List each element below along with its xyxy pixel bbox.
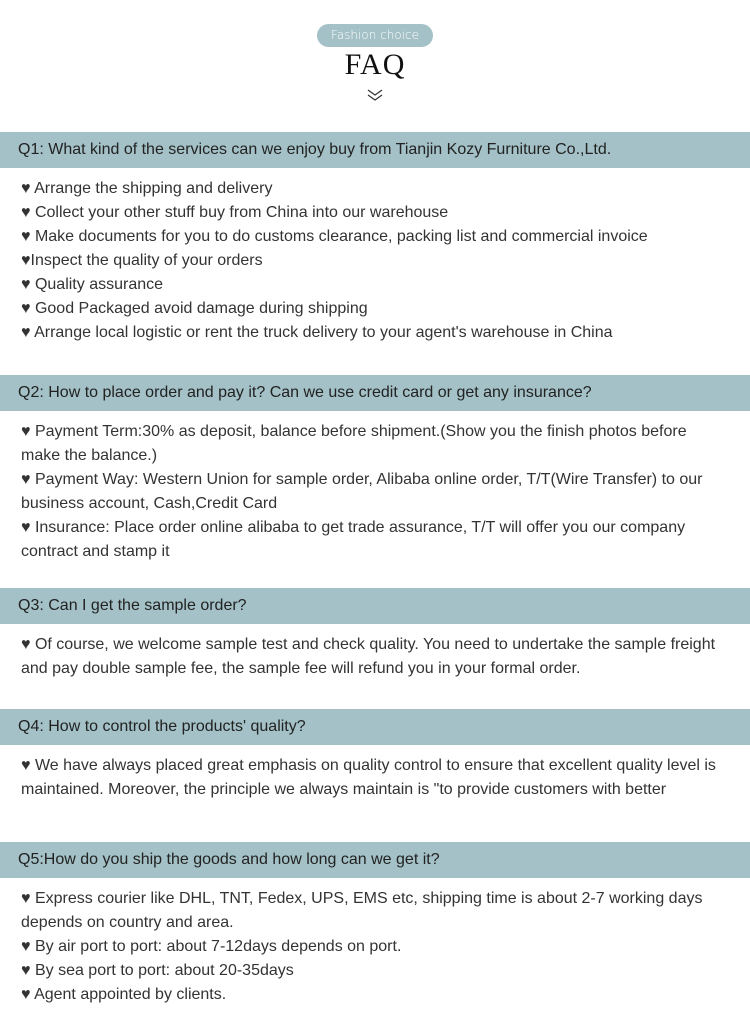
answer-line: ♥ Of course, we welcome sample test and check quality. You need to undertake the sample freight and pay double sample fee, the sample fee will refund you in your formal order.	[21, 636, 716, 677]
faq-question[interactable]: Q2: How to place order and pay it? Can we use credit card or get any insurance?	[0, 375, 750, 411]
answer-line: ♥ Express courier like DHL, TNT, Fedex, UPS, EMS etc, shipping time is about 2-7 working days depends on country and area.	[21, 890, 703, 931]
faq-question[interactable]: Q4: How to control the products' quality?	[0, 709, 750, 745]
answer-line: ♥ Make documents for you to do customs clearance, packing list and commercial invoice	[21, 228, 648, 245]
faq-question[interactable]: Q5:How do you ship the goods and how long can we get it?	[0, 842, 750, 878]
faq-answer	[0, 411, 750, 564]
answer-line: ♥ Quality assurance	[21, 276, 164, 293]
fashion-choice-badge: Fashion choice	[317, 24, 433, 47]
answer-line: ♥ Payment Way: Western Union for sample order, Alibaba online order, T/T(Wire Transfer) to our business account, Cash,Credit Card	[21, 471, 703, 512]
answer-line: ♥ Collect your other stuff buy from China into our warehouse	[21, 204, 449, 221]
answer-line: ♥ Payment Term:30% as deposit, balance before shipment.(Show you the finish photos before make the balance.)	[21, 423, 687, 464]
faq-answer	[0, 168, 750, 345]
answer-line: ♥ By air port to port: about 7-12days depends on port.	[21, 938, 402, 955]
answer-line: ♥ By sea port to port: about 20-35days	[21, 962, 294, 979]
page-title: FAQ	[344, 48, 406, 81]
answer-line: ♥ We have always placed great emphasis on quality control to ensure that excellent quality level is maintained. Moreover, the principle we always maintain is "to provide customers with better	[21, 757, 716, 798]
answer-line: ♥Inspect the quality of your orders	[21, 252, 263, 269]
answer-line: ♥ Arrange the shipping and delivery	[21, 180, 273, 197]
double-chevron-down-icon	[366, 88, 384, 102]
faq-answer	[0, 624, 750, 681]
faq-item-q5	[0, 842, 750, 1007]
faq-answer	[0, 878, 750, 1007]
faq-item-q4	[0, 709, 750, 802]
answer-line: ♥ Arrange local logistic or rent the truck delivery to your agent's warehouse in China	[21, 324, 613, 341]
faq-item-q3	[0, 588, 750, 681]
faq-item-q1	[0, 132, 750, 345]
answer-line: ♥ Insurance: Place order online alibaba to get trade assurance, T/T will offer you our company contract and stamp it	[21, 519, 686, 560]
faq-question[interactable]: Q1: What kind of the services can we enjoy buy from Tianjin Kozy Furniture Co.,Ltd.	[0, 132, 750, 168]
faq-item-q2	[0, 375, 750, 564]
faq-question[interactable]: Q3: Can I get the sample order?	[0, 588, 750, 624]
faq-header	[0, 0, 750, 131]
answer-line: ♥ Agent appointed by clients.	[21, 986, 227, 1003]
answer-line: ♥ Good Packaged avoid damage during shipping	[21, 300, 368, 317]
faq-answer	[0, 745, 750, 802]
